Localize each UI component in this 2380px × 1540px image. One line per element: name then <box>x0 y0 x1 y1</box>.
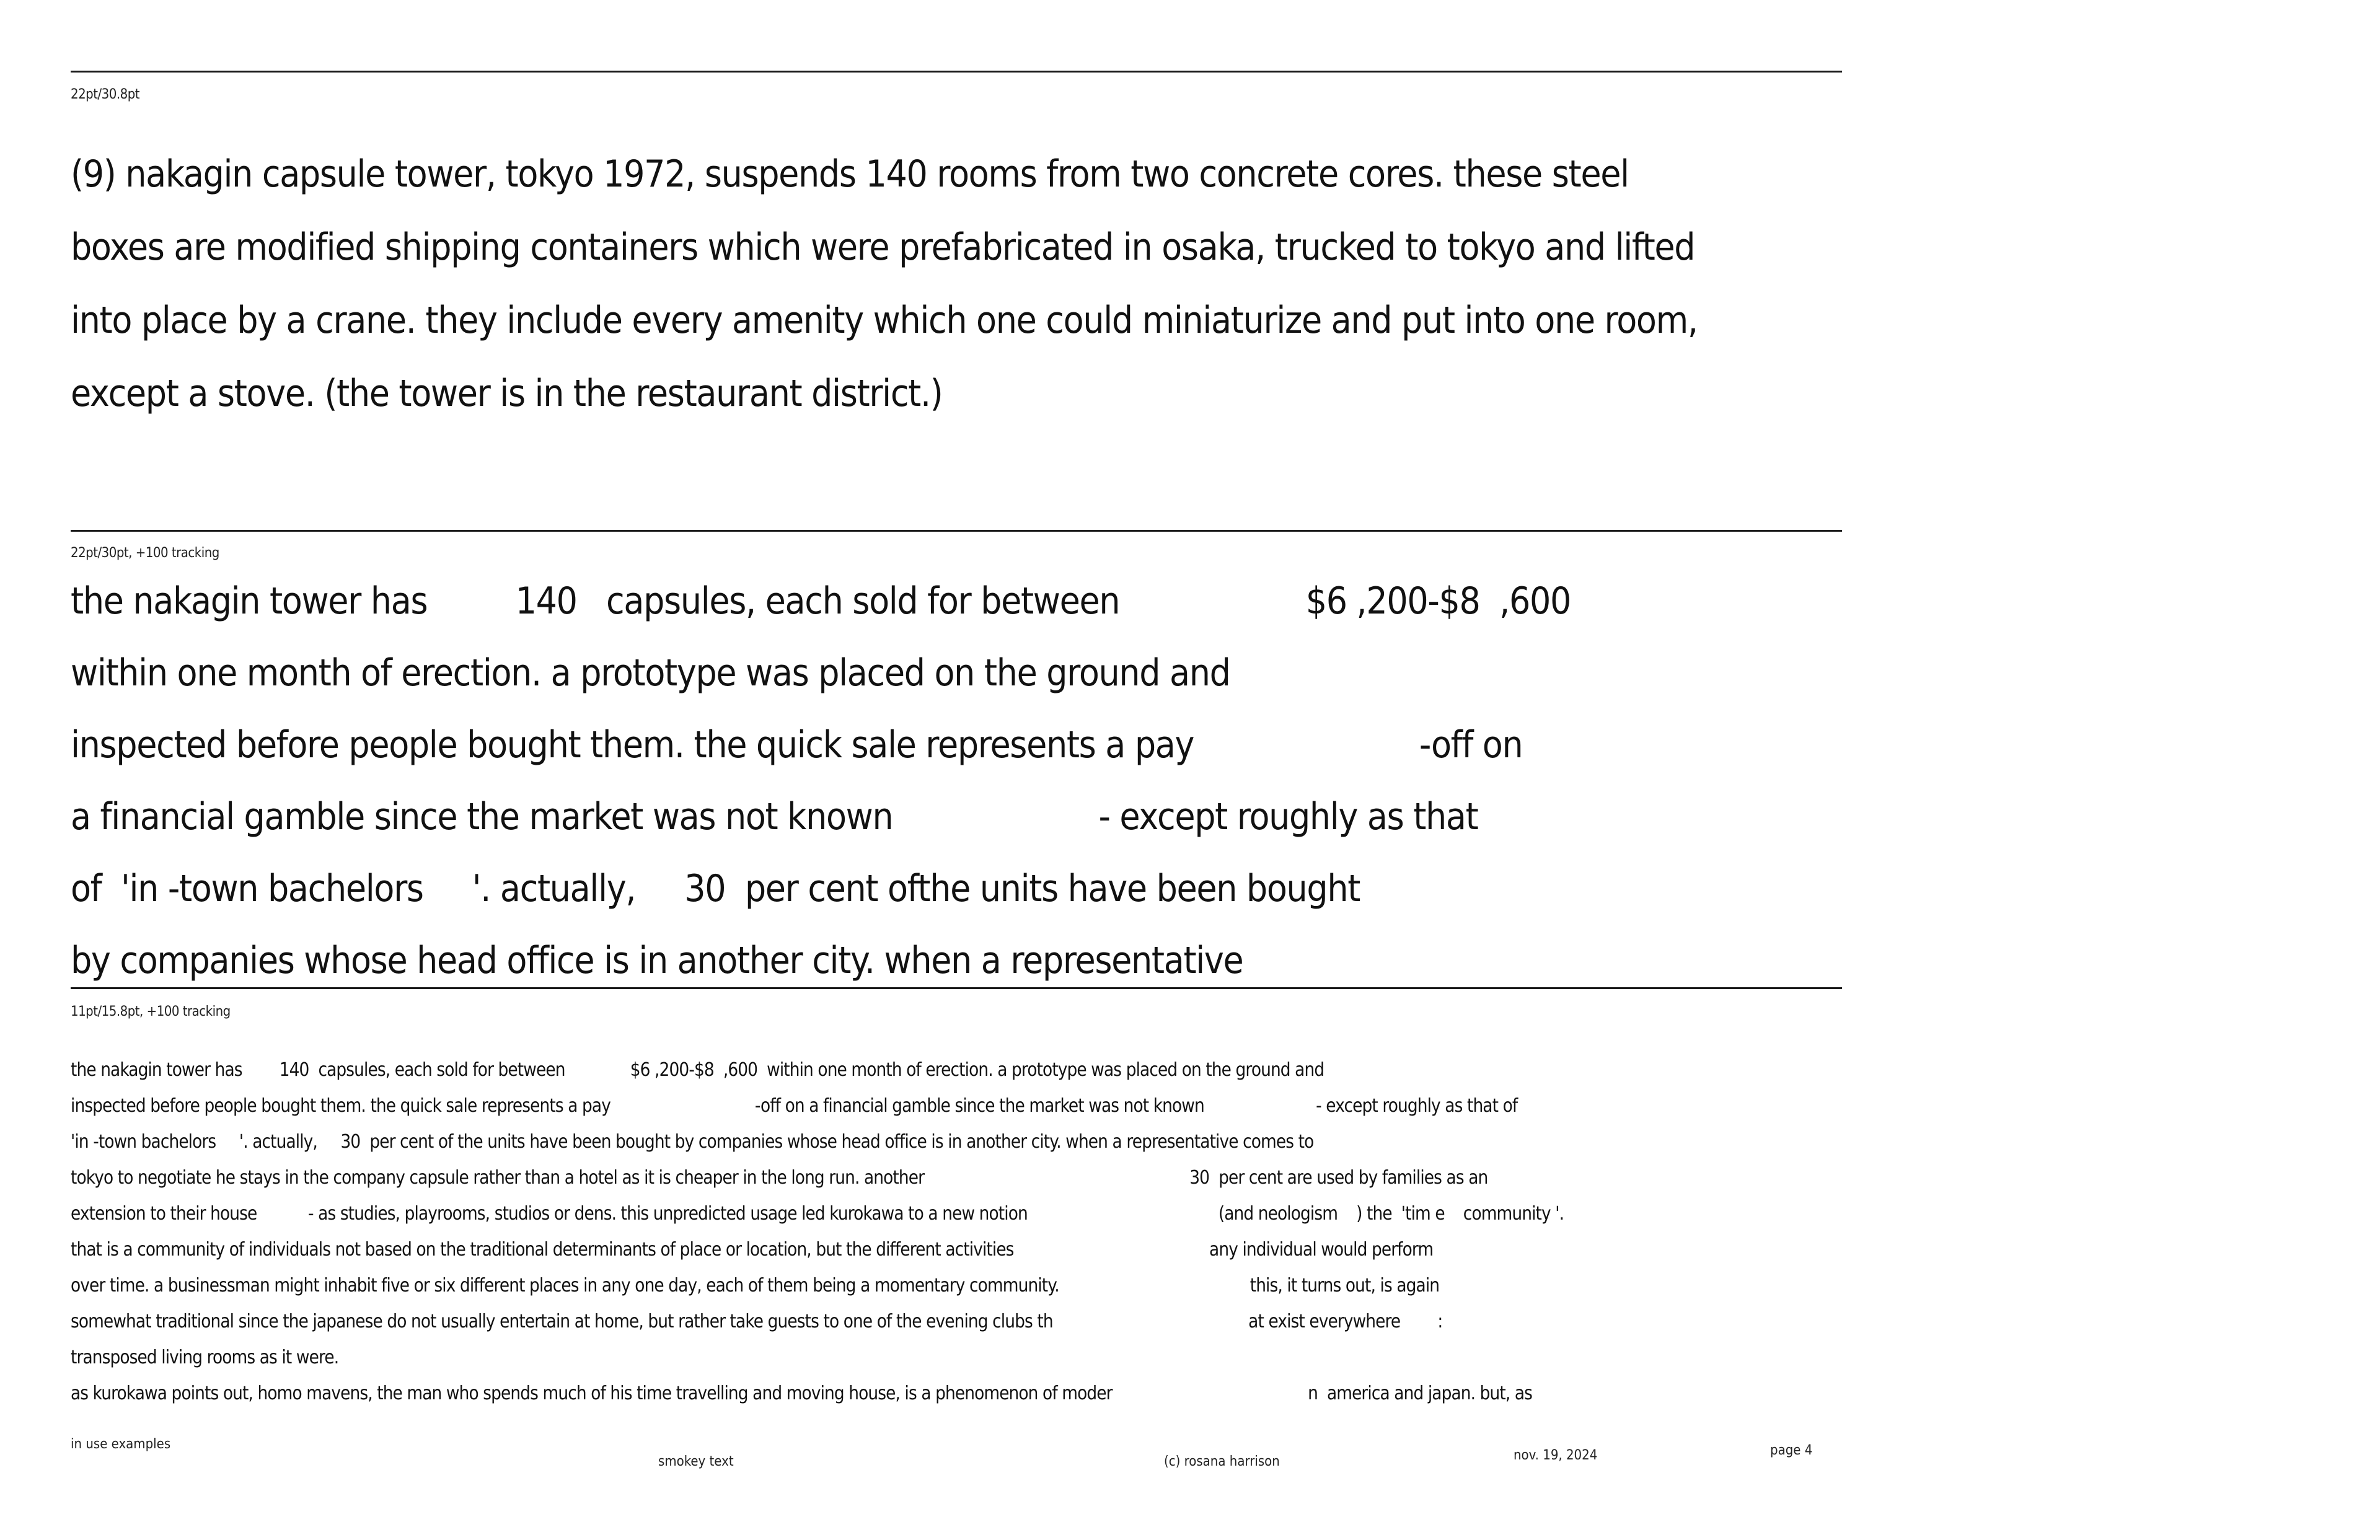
section3-line: the nakagin tower has 140 capsules, each sold for between $6 ,200-$8 ,600 within one month of erection. a prototype was placed on the ground and <box>71 1059 1324 1081</box>
section3-size-label: 11pt/15.8pt, +100 tracking <box>71 1004 231 1019</box>
section2-size-label: 22pt/30pt, +100 tracking <box>71 545 219 561</box>
section1-line: except a stove. (the tower is in the restaurant district.) <box>71 372 943 415</box>
section3-line: over time. a businessman might inhabit five or six different places in any one day, each of them being a momentary community. this, it turns out, is again <box>71 1275 1440 1296</box>
section2-rule <box>71 530 1842 532</box>
section1-size-label: 22pt/30.8pt <box>71 87 140 102</box>
section3-line: that is a community of individuals not based on the traditional determinants of place or location, but the different activities any individual would perform <box>71 1239 1434 1261</box>
section2-sample-text <box>71 565 1677 997</box>
section3-line: transposed living rooms as it were. <box>71 1347 339 1368</box>
top-rule <box>71 71 1842 73</box>
section3-line: as kurokawa points out, homo mavens, the man who spends much of his time travelling and moving house, is a phenomenon of moder n america and japan. but, as <box>71 1383 1533 1404</box>
section2-line: of 'in -town bachelors '. actually, 30 per cent ofthe units have been bought <box>71 867 1360 910</box>
section2-line: a financial gamble since the market was not known - except roughly as that <box>71 795 1478 838</box>
section2-line: the nakagin tower has 140 capsules, each sold for between $6 ,200-$8 ,600 <box>71 579 1571 623</box>
section1-line: (9) nakagin capsule tower, tokyo 1972, suspends 140 rooms from two concrete cores. these steel <box>71 152 1629 196</box>
footer-font-name: smokey text <box>658 1454 734 1469</box>
section3-rule <box>71 987 1842 989</box>
section3-line: tokyo to negotiate he stays in the company capsule rather than a hotel as it is cheaper in the long run. another 30 per cent are used by families as an <box>71 1167 1488 1189</box>
section1-line: into place by a crane. they include every amenity which one could miniaturize and put into one room, <box>71 299 1698 342</box>
section2-line: within one month of erection. a prototype was placed on the ground and <box>71 651 1230 695</box>
section1-line: boxes are modified shipping containers which were prefabricated in osaka, trucked to tokyo and lifted <box>71 226 1695 269</box>
section3-line: extension to their house - as studies, playrooms, studios or dens. this unpredicted usage led kurokawa to a new notion (and neologism ) the 'tim e community '. <box>71 1203 1564 1225</box>
footer-date: nov. 19, 2024 <box>1514 1448 1598 1463</box>
section3-line: inspected before people bought them. the quick sale represents a pay -off on a financial gamble since the market was not known - except roughly as that of <box>71 1095 1518 1117</box>
section2-line: by companies whose head office is in another city. when a representative <box>71 939 1243 982</box>
section3-line: 'in -town bachelors '. actually, 30 per cent of the units have been bought by companies whose head office is in another city. when a representative comes to <box>71 1131 1314 1153</box>
section3-line: somewhat traditional since the japanese do not usually entertain at home, but rather take guests to one of the evening clubs th at exist everywhere : <box>71 1311 1443 1332</box>
section3-sample-text <box>71 1052 1641 1412</box>
section2-line: inspected before people bought them. the quick sale represents a pay -off on <box>71 723 1523 767</box>
footer-page-number: page 4 <box>1770 1443 1813 1458</box>
section1-sample-text <box>71 138 1698 430</box>
footer-credit: (c) rosana harrison <box>1164 1454 1280 1469</box>
footer-left-label: in use examples <box>71 1437 171 1452</box>
